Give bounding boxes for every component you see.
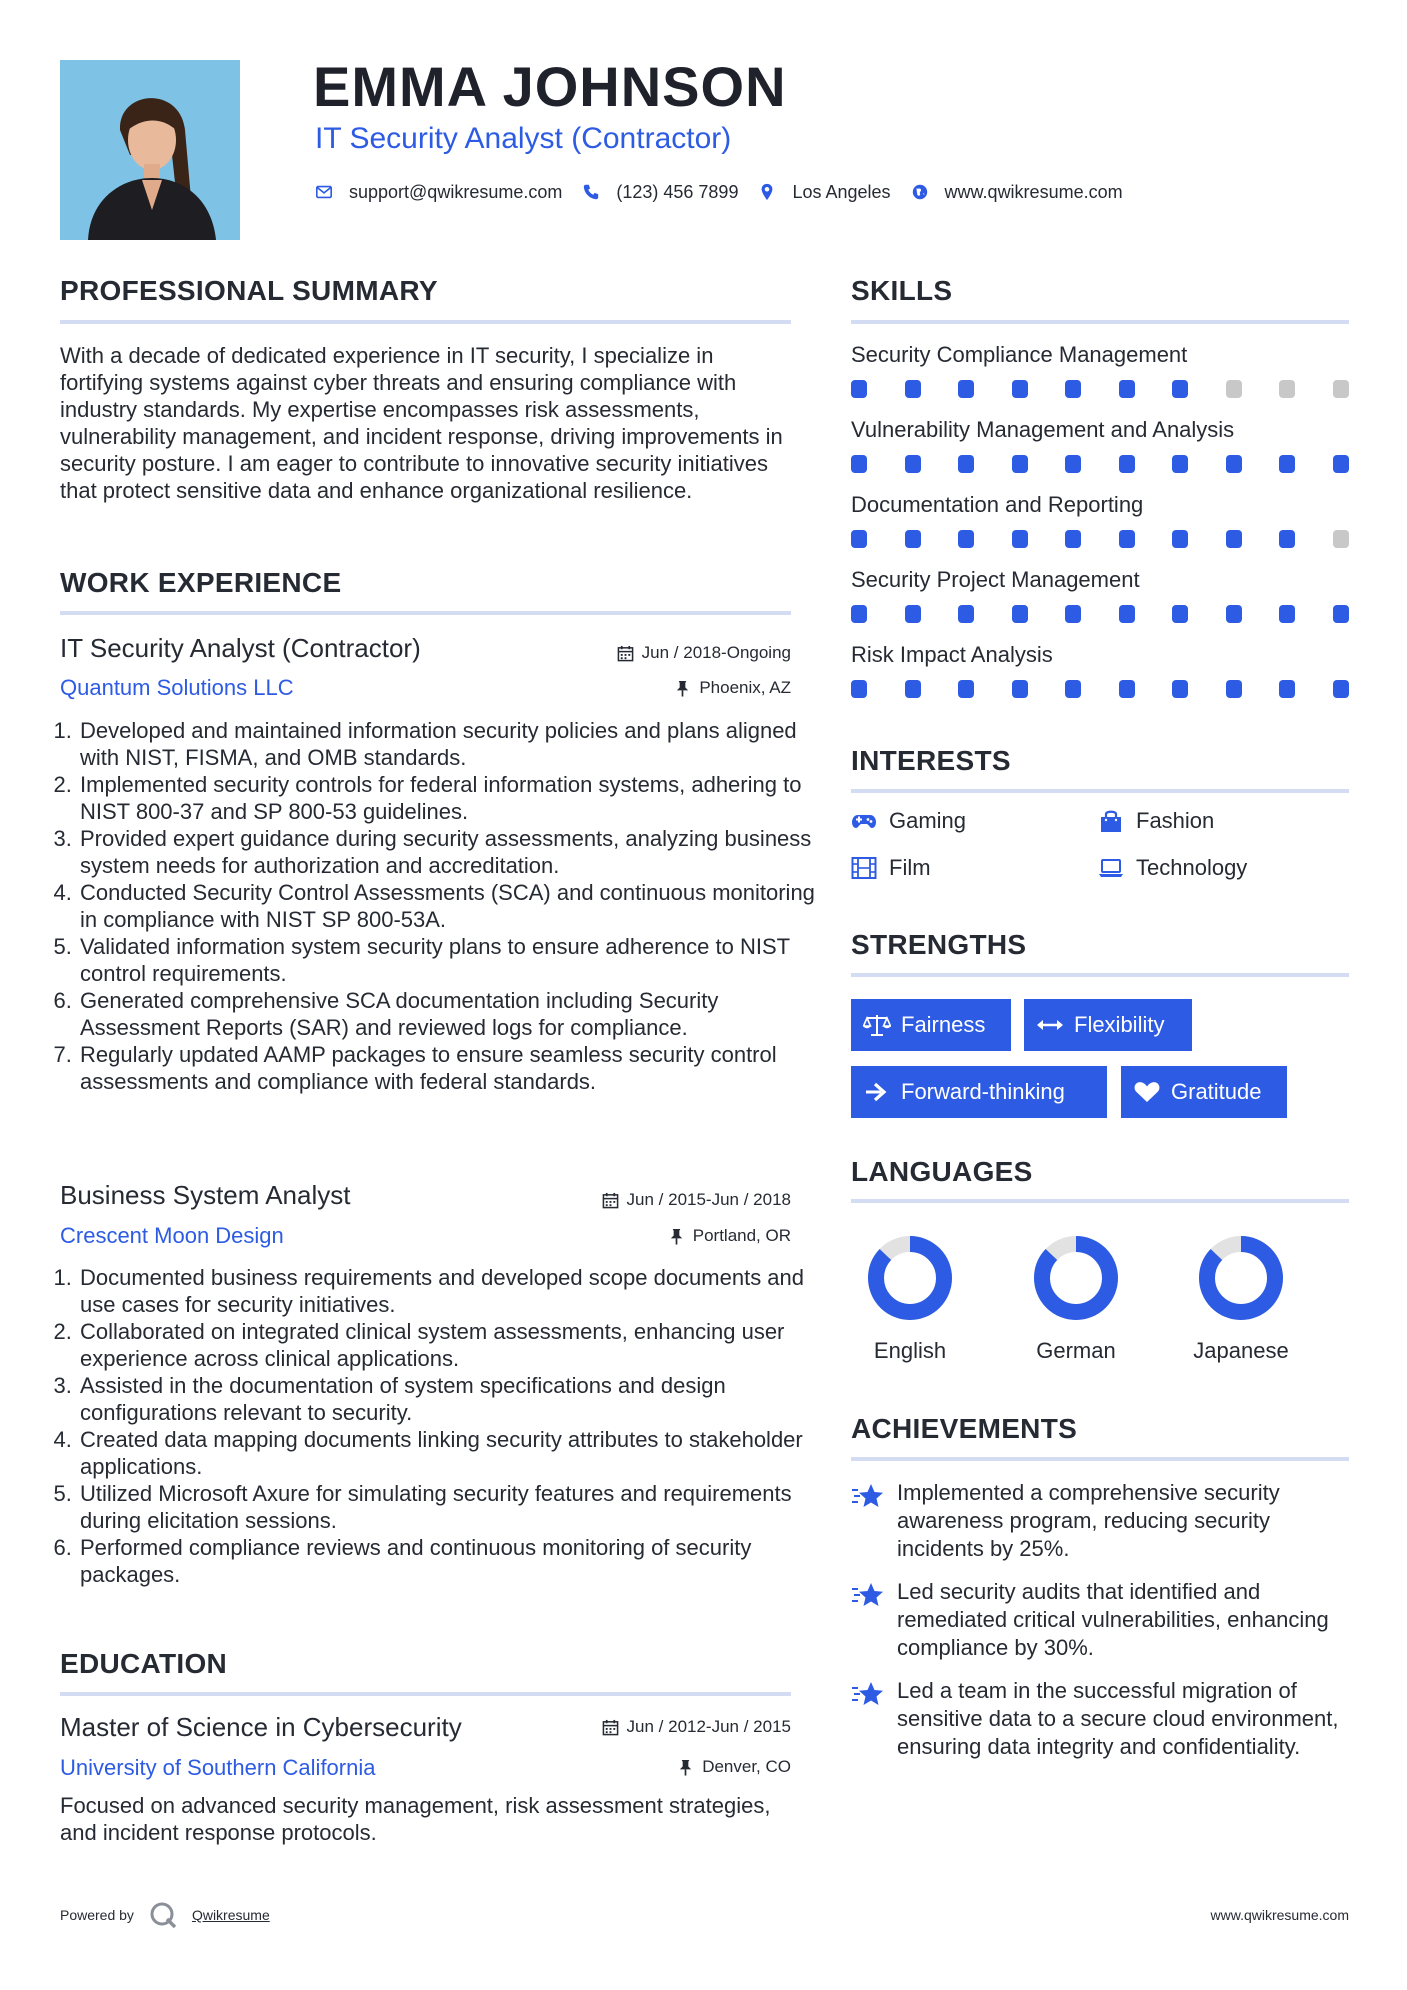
balance-scale-icon bbox=[863, 1013, 891, 1037]
calendar-icon bbox=[602, 1719, 619, 1736]
language-donut-chart bbox=[866, 1234, 954, 1322]
skill-dot-filled bbox=[1172, 530, 1188, 548]
skill-rating bbox=[851, 605, 1349, 625]
language-item bbox=[1006, 1234, 1146, 1364]
profile-photo bbox=[60, 60, 240, 240]
skill-dot-filled bbox=[1172, 455, 1188, 473]
skill-name: Documentation and Reporting bbox=[851, 492, 1144, 517]
strength-badge-flexibility bbox=[1024, 999, 1192, 1051]
degree-title: Master of Science in Cybersecurity bbox=[60, 1712, 462, 1742]
skill-dot-empty bbox=[1279, 380, 1295, 398]
achievement-item bbox=[851, 1677, 1351, 1761]
interest-label: Gaming bbox=[889, 808, 967, 833]
job-dates-text: Jun / 2015-Jun / 2018 bbox=[626, 1190, 791, 1209]
job-duty: 1. Documented business requirements and developed scope documents and use cases for security initiatives. bbox=[78, 1264, 815, 1318]
achievement-text: Led security audits that identified and remediated critical vulnerabilities, enhancing compliance by 30%. bbox=[897, 1579, 1329, 1660]
footer-powered-by bbox=[60, 1900, 270, 1930]
language-name: Japanese bbox=[1193, 1338, 1289, 1363]
skill-rating bbox=[851, 680, 1349, 700]
education-dates bbox=[531, 1717, 791, 1737]
interest-label: Fashion bbox=[1136, 808, 1215, 833]
strengths-divider bbox=[851, 973, 1349, 977]
interest-gaming bbox=[851, 808, 966, 834]
pushpin-icon bbox=[674, 680, 691, 697]
job-duty: 4. Conducted Security Control Assessments (SCA) and continuous monitoring in compliance with NIST SP 800-53A. bbox=[78, 879, 815, 933]
contact-website-text: www.qwikresume.com bbox=[944, 181, 1123, 202]
skill-dot-filled bbox=[905, 680, 921, 698]
contact-location bbox=[758, 182, 890, 203]
skill-rating bbox=[851, 530, 1349, 550]
job-duty: 3. Provided expert guidance during security assessments, analyzing business system needs for authorization and accreditation. bbox=[78, 825, 815, 879]
skill-dot-filled bbox=[851, 455, 867, 473]
skill-name: Vulnerability Management and Analysis bbox=[851, 417, 1235, 442]
languages-divider bbox=[851, 1199, 1349, 1203]
star-award-icon bbox=[851, 1580, 885, 1610]
job-duty: 6. Generated comprehensive SCA documentation including Security Assessment Reports (SAR) and reviewed logs for compliance. bbox=[78, 987, 815, 1041]
contact-email[interactable] bbox=[315, 182, 562, 203]
gamepad-icon bbox=[851, 809, 877, 833]
calendar-icon bbox=[617, 645, 634, 662]
contact-phone-text: (123) 456 7899 bbox=[616, 181, 739, 202]
laptop-icon bbox=[1098, 856, 1124, 880]
strength-label: Fairness bbox=[901, 1012, 986, 1037]
language-name: English bbox=[873, 1338, 947, 1363]
skill-dot-filled bbox=[905, 380, 921, 398]
strength-badge-fairness bbox=[851, 999, 1011, 1051]
interest-label: Film bbox=[889, 855, 931, 880]
job-company: Quantum Solutions LLC bbox=[60, 675, 294, 700]
skill-dot-filled bbox=[1333, 455, 1349, 473]
skill-dot-filled bbox=[1279, 455, 1295, 473]
skill-dot-filled bbox=[1119, 380, 1135, 398]
skill-dot-filled bbox=[1119, 605, 1135, 623]
strengths-heading: STRENGTHS bbox=[851, 929, 1027, 960]
strength-label: Forward-thinking bbox=[901, 1079, 1065, 1104]
skill-dot-filled bbox=[1012, 680, 1028, 698]
education-divider bbox=[60, 1692, 791, 1696]
pushpin-icon bbox=[677, 1759, 694, 1776]
skill-dot-filled bbox=[1012, 605, 1028, 623]
skill-dot-filled bbox=[1279, 680, 1295, 698]
skill-dot-empty bbox=[1333, 530, 1349, 548]
star-award-icon bbox=[851, 1679, 885, 1709]
arrows-horizontal-icon bbox=[1036, 1013, 1064, 1037]
contact-website[interactable] bbox=[911, 182, 1123, 203]
skill-dot-filled bbox=[1012, 530, 1028, 548]
job-duty: 2. Implemented security controls for federal information systems, adhering to NIST 800-37 and SP 800-53 guidelines. bbox=[78, 771, 815, 825]
job-dates bbox=[551, 643, 791, 663]
job-dates bbox=[531, 1190, 791, 1210]
strength-badge-gratitude bbox=[1121, 1066, 1287, 1118]
skill-dot-empty bbox=[1333, 380, 1349, 398]
skill-dot-filled bbox=[1012, 380, 1028, 398]
education-dates-text: Jun / 2012-Jun / 2015 bbox=[626, 1717, 791, 1736]
interest-fashion bbox=[1098, 808, 1214, 834]
skill-dot-filled bbox=[851, 380, 867, 398]
language-item bbox=[1171, 1234, 1311, 1364]
job-location-text: Phoenix, AZ bbox=[699, 678, 791, 697]
job-duties-list bbox=[60, 717, 815, 1095]
skill-dot-filled bbox=[1279, 605, 1295, 623]
envelope-icon bbox=[315, 183, 333, 201]
interest-technology bbox=[1098, 855, 1247, 881]
globe-icon bbox=[911, 183, 929, 201]
skill-dot-filled bbox=[1226, 605, 1242, 623]
calendar-icon bbox=[602, 1192, 619, 1209]
skill-dot-filled bbox=[1333, 680, 1349, 698]
strength-label: Flexibility bbox=[1074, 1012, 1165, 1037]
map-pin-icon bbox=[758, 183, 776, 201]
job-duty: 7. Regularly updated AAMP packages to ensure seamless security control assessments and compliance with federal standards. bbox=[78, 1041, 815, 1095]
skill-dot-filled bbox=[1226, 530, 1242, 548]
skill-dot-filled bbox=[958, 455, 974, 473]
skill-dot-filled bbox=[1065, 380, 1081, 398]
job-title: IT Security Analyst (Contractor) bbox=[60, 633, 421, 663]
interest-film bbox=[851, 855, 931, 881]
star-award-icon bbox=[851, 1481, 885, 1511]
interests-divider bbox=[851, 789, 1349, 793]
education-description: Focused on advanced security management, risk assessment strategies, and incident response protocols. bbox=[60, 1793, 771, 1845]
skill-dot-filled bbox=[1333, 605, 1349, 623]
arrow-right-icon bbox=[863, 1080, 891, 1104]
shopping-bag-icon bbox=[1098, 809, 1124, 833]
skill-dot-filled bbox=[1172, 680, 1188, 698]
skill-dot-filled bbox=[905, 530, 921, 548]
skills-list bbox=[851, 342, 1349, 717]
pushpin-icon bbox=[668, 1228, 685, 1245]
school-name: University of Southern California bbox=[60, 1755, 376, 1780]
skill-item bbox=[851, 567, 1349, 642]
skill-item bbox=[851, 342, 1349, 417]
job-location bbox=[551, 1226, 791, 1246]
skill-dot-filled bbox=[851, 680, 867, 698]
skill-dot-filled bbox=[851, 605, 867, 623]
skill-dot-filled bbox=[1226, 455, 1242, 473]
qwikresume-logo-icon bbox=[148, 1900, 178, 1930]
skill-dot-filled bbox=[1119, 680, 1135, 698]
job-duty: 5. Validated information system security plans to ensure adherence to NIST control requirements. bbox=[78, 933, 815, 987]
job-location-text: Portland, OR bbox=[692, 1226, 791, 1245]
education-location bbox=[551, 1757, 791, 1777]
phone-icon bbox=[582, 183, 600, 201]
job-title: Business System Analyst bbox=[60, 1180, 351, 1210]
job-duty: 5. Utilized Microsoft Axure for simulating security features and requirements during elicitation sessions. bbox=[78, 1480, 815, 1534]
contact-bar bbox=[315, 180, 1143, 204]
summary-text: With a decade of dedicated experience in IT security, I specialize in fortifying systems against cyber threats and ensuring compliance with industry standards. My expertise encompasses risk assessments, vulnerability management, and incident response, driving improvements in security posture. I am eager to contribute to innovative security initiatives that protect sensitive data and enhance organizational resilience. bbox=[60, 343, 783, 503]
skill-dot-filled bbox=[1012, 455, 1028, 473]
achievement-text: Led a team in the successful migration of sensitive data to a secure cloud environment, ensuring data integrity and confidentiality. bbox=[897, 1678, 1339, 1759]
skill-dot-filled bbox=[1119, 530, 1135, 548]
job-duty: 2. Collaborated on integrated clinical system assessments, enhancing user experience across clinical applications. bbox=[78, 1318, 815, 1372]
contact-phone[interactable] bbox=[582, 182, 738, 203]
skill-rating bbox=[851, 380, 1349, 400]
interest-label: Technology bbox=[1136, 855, 1248, 880]
powered-by-label: Powered by bbox=[60, 1907, 134, 1923]
skill-dot-filled bbox=[958, 380, 974, 398]
language-item bbox=[840, 1234, 980, 1364]
skill-name: Security Project Management bbox=[851, 567, 1140, 592]
skill-dot-filled bbox=[905, 605, 921, 623]
language-donut-chart bbox=[1032, 1234, 1120, 1322]
contact-email-text: support@qwikresume.com bbox=[349, 181, 563, 202]
heart-icon bbox=[1133, 1080, 1161, 1104]
skill-item bbox=[851, 417, 1349, 492]
skill-name: Security Compliance Management bbox=[851, 342, 1188, 367]
job-duty: 3. Assisted in the documentation of system specifications and design configurations relevant to security. bbox=[78, 1372, 815, 1426]
interests-heading: INTERESTS bbox=[851, 745, 1011, 776]
job-duties-list bbox=[60, 1264, 815, 1588]
languages-heading: LANGUAGES bbox=[851, 1156, 1033, 1187]
job-duty: 1. Developed and maintained information security policies and plans aligned with NIST, FISMA, and OMB standards. bbox=[78, 717, 815, 771]
skill-dot-filled bbox=[1172, 605, 1188, 623]
job-duty: 4. Created data mapping documents linking security attributes to stakeholder applications. bbox=[78, 1426, 815, 1480]
summary-heading: PROFESSIONAL SUMMARY bbox=[60, 275, 438, 306]
language-donut-chart bbox=[1197, 1234, 1285, 1322]
achievement-item bbox=[851, 1578, 1351, 1662]
skill-dot-filled bbox=[1065, 605, 1081, 623]
achievements-divider bbox=[851, 1457, 1349, 1461]
skill-dot-filled bbox=[905, 455, 921, 473]
achievement-item bbox=[851, 1479, 1351, 1563]
experience-divider bbox=[60, 611, 791, 615]
skill-dot-filled bbox=[1065, 455, 1081, 473]
achievements-heading: ACHIEVEMENTS bbox=[851, 1413, 1078, 1444]
experience-heading: WORK EXPERIENCE bbox=[60, 567, 342, 598]
skill-name: Risk Impact Analysis bbox=[851, 642, 1053, 667]
strength-label: Gratitude bbox=[1171, 1079, 1262, 1104]
skills-divider bbox=[851, 320, 1349, 324]
candidate-title: IT Security Analyst (Contractor) bbox=[315, 122, 732, 155]
skills-heading: SKILLS bbox=[851, 275, 953, 306]
skill-dot-filled bbox=[1226, 680, 1242, 698]
skill-dot-filled bbox=[1065, 530, 1081, 548]
skill-dot-filled bbox=[958, 530, 974, 548]
job-dates-text: Jun / 2018-Ongoing bbox=[641, 643, 791, 662]
skill-dot-filled bbox=[1065, 680, 1081, 698]
job-location bbox=[551, 678, 791, 698]
skill-rating bbox=[851, 455, 1349, 475]
profile-portrait-image bbox=[60, 60, 240, 240]
skill-dot-filled bbox=[1172, 380, 1188, 398]
skill-dot-filled bbox=[958, 605, 974, 623]
language-name: German bbox=[1036, 1338, 1116, 1363]
skill-dot-filled bbox=[1279, 530, 1295, 548]
job-company: Crescent Moon Design bbox=[60, 1223, 284, 1248]
candidate-name: EMMA JOHNSON bbox=[313, 55, 787, 118]
education-location-text: Denver, CO bbox=[702, 1757, 791, 1776]
skill-item bbox=[851, 642, 1349, 717]
footer-website[interactable]: www.qwikresume.com bbox=[1210, 1907, 1349, 1923]
skill-dot-filled bbox=[958, 680, 974, 698]
skill-dot-filled bbox=[851, 530, 867, 548]
contact-location-text: Los Angeles bbox=[792, 181, 891, 202]
skill-item bbox=[851, 492, 1349, 567]
qwikresume-brand-link[interactable]: Qwikresume bbox=[191, 1907, 270, 1923]
skill-dot-filled bbox=[1119, 455, 1135, 473]
achievement-text: Implemented a comprehensive security awareness program, reducing security incidents by 25%. bbox=[897, 1480, 1280, 1561]
strength-badge-forward-thinking bbox=[851, 1066, 1107, 1118]
education-heading: EDUCATION bbox=[60, 1648, 228, 1679]
film-icon bbox=[851, 856, 877, 880]
job-duty: 6. Performed compliance reviews and continuous monitoring of security packages. bbox=[78, 1534, 815, 1588]
skill-dot-empty bbox=[1226, 380, 1242, 398]
summary-divider bbox=[60, 320, 791, 324]
